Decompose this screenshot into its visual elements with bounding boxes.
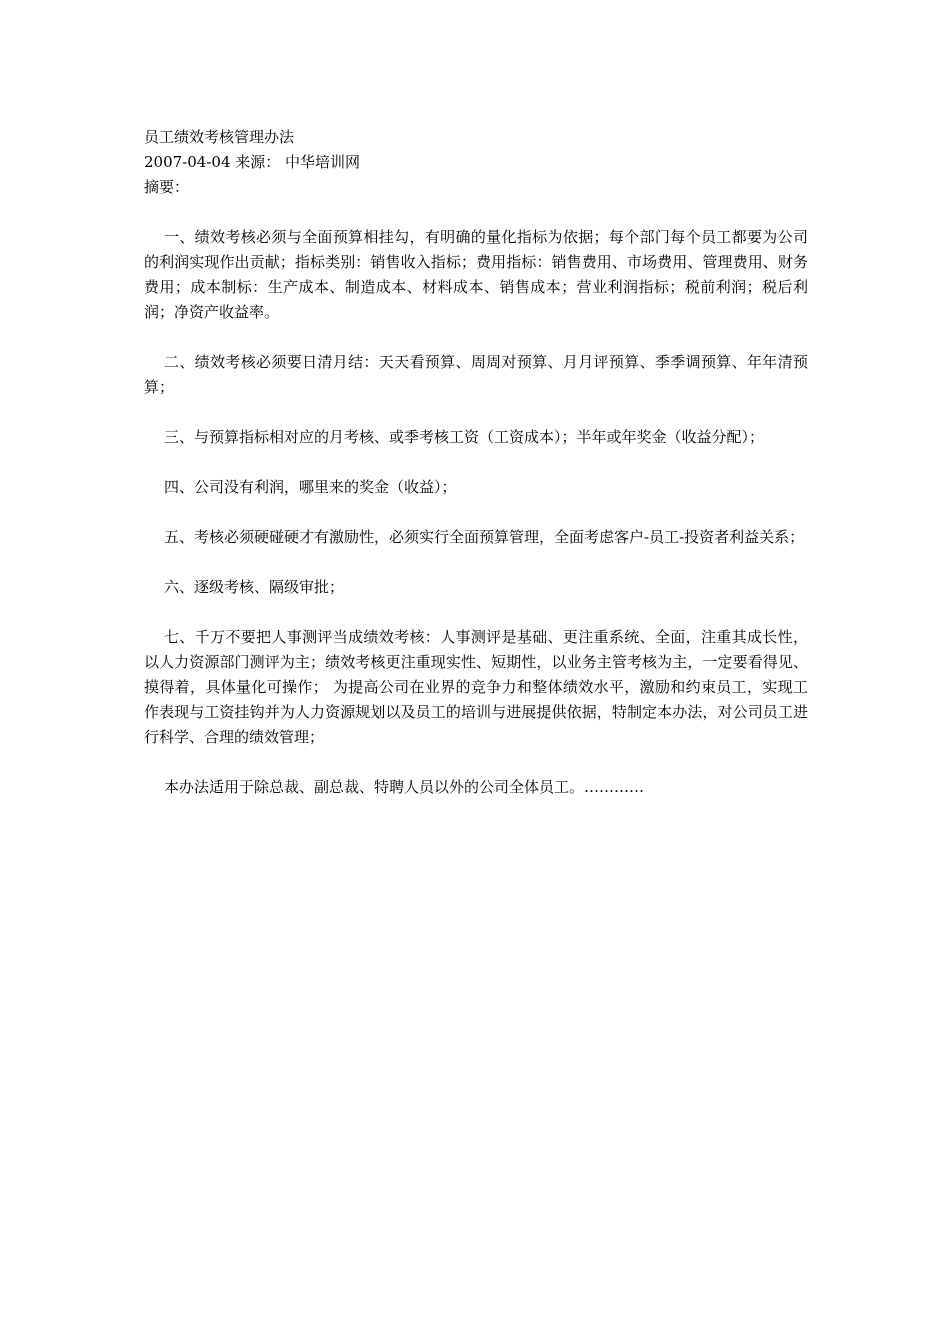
date-source-line: 2007-04-04 来源： 中华培训网 [144, 153, 361, 171]
paragraph-4: 四、公司没有利润，哪里来的奖金（收益）； [164, 478, 457, 496]
paragraph-1: 一、绩效考核必须与全面预算相挂勾，有明确的量化指标为依据；每个部门每个员工都要为公司的利润实现作出贡献；指标类别：销售收入指标；费用指标：销售费用、市场费用、管理费用、财务费用；成本制标：生产成本、制造成本、材料成本、销售成本；营业利润指标；税前利润；税后利润；净资产收益率。 [144, 228, 808, 321]
paragraph-5: 五、考核必须硬碰硬才有激励性，必须实行全面预算管理，全面考虑客户-员工-投资者利益关系； [164, 528, 805, 546]
document-body [144, 125, 808, 800]
paragraph-8: 本办法适用于除总裁、副总裁、特聘人员以外的公司全体员工。………… [164, 778, 645, 796]
paragraph-7: 七、千万不要把人事测评当成绩效考核：人事测评是基础、更注重系统、全面，注重其成长性，以人力资源部门测评为主；绩效考核更注重现实性、短期性，以业务主管考核为主，一定要看得见、摸得着，具体量化可操作； 为提高公司在业界的竞争力和整体绩效水平，激励和约束员工，实现工作表现与工资挂钩并为人力资源规划以及员工的培训与进展提供依据，特制定本办法，对公司员工进行科学、合理的绩效管理； [144, 628, 808, 746]
paragraph-3: 三、与预算指标相对应的月考核、或季考核工资（工资成本）；半年或年奖金（收益分配）； [164, 428, 765, 446]
paragraph-6: 六、逐级考核、隔级审批； [164, 578, 345, 596]
paragraph-2: 二、绩效考核必须要日清月结：天天看预算、周周对预算、月月评预算、季季调预算、年年清预算； [144, 353, 808, 396]
summary-label: 摘要： [144, 178, 190, 196]
document-title: 员工绩效考核管理办法 [144, 128, 295, 146]
